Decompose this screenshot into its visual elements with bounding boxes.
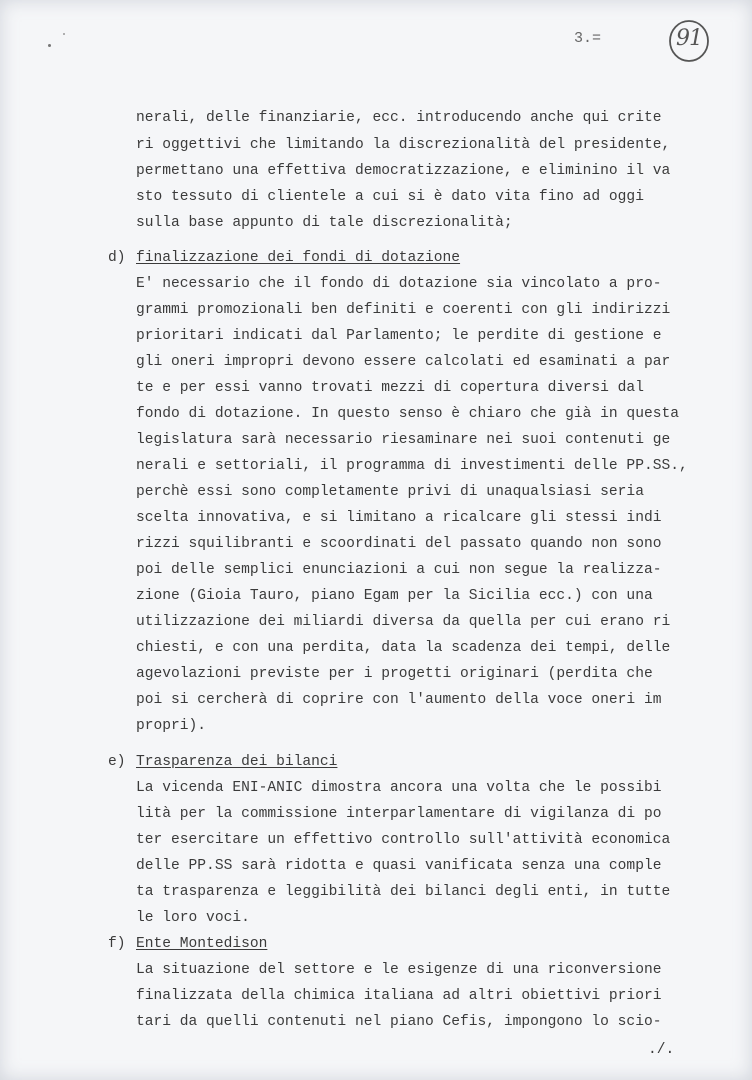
section-heading: finalizzazione dei fondi di dotazione xyxy=(136,250,461,266)
text-line: tari da quelli contenuti nel piano Cefis, impongono lo scio- xyxy=(136,1014,662,1030)
section-heading: Trasparenza dei bilanci xyxy=(136,754,338,770)
text-line: chiesti, e con una perdita, data la scadenza dei tempi, delle xyxy=(136,640,671,656)
text-line: utilizzazione dei miliardi diversa da quella per cui erano ri xyxy=(136,614,671,630)
text-line: delle PP.SS sarà ridotta e quasi vanificata senza una comple xyxy=(136,858,662,874)
text-line: ta trasparenza e leggibilità dei bilanci degli enti, in tutte xyxy=(136,884,671,900)
text-line: scelta innovativa, e si limitano a ricalcare gli stessi indi xyxy=(136,510,662,526)
text-line: propri). xyxy=(136,718,207,734)
text-line: lità per la commissione interparlamentare di vigilanza di po xyxy=(136,806,662,822)
speck-mark xyxy=(48,44,51,47)
text-line: grammi promozionali ben definiti e coerenti con gli indirizzi xyxy=(136,302,671,318)
text-line: ri oggettivi che limitando la discrezionalità del presidente, xyxy=(136,137,671,153)
text-line: fondo di dotazione. In questo senso è chiaro che già in questa xyxy=(136,406,679,422)
text-line: sulla base appunto di tale discrezionalità; xyxy=(136,215,513,231)
text-line: sto tessuto di clientele a cui si è dato vita fino ad oggi xyxy=(136,189,644,205)
text-line: gli oneri impropri devono essere calcolati ed esaminati a par xyxy=(136,354,671,370)
text-line: agevolazioni previste per i progetti originari (perdita che xyxy=(136,666,653,682)
section-marker: e) xyxy=(108,754,126,770)
text-line: rizzi squilibranti e scoordinati del passato quando non sono xyxy=(136,536,662,552)
text-line: nerali, delle finanziarie, ecc. introducendo anche qui crite xyxy=(136,110,662,126)
text-line: poi delle semplici enunciazioni a cui non segue la realizza- xyxy=(136,562,662,578)
text-line: nerali e settoriali, il programma di investimenti delle PP.SS., xyxy=(136,458,688,474)
text-line: legislatura sarà necessario riesaminare nei suoi contenuti ge xyxy=(136,432,671,448)
text-line: La situazione del settore e le esigenze di una riconversione xyxy=(136,962,662,978)
text-line: te e per essi vanno trovati mezzi di copertura diversi dal xyxy=(136,380,644,396)
section-marker: d) xyxy=(108,250,126,266)
text-line: ter esercitare un effettivo controllo sull'attività economica xyxy=(136,832,671,848)
section-marker: f) xyxy=(108,936,126,952)
stamp-number: 91 xyxy=(676,26,702,51)
text-line: La vicenda ENI-ANIC dimostra ancora una volta che le possibi xyxy=(136,780,662,796)
text-line: finalizzata della chimica italiana ad altri obiettivi priori xyxy=(136,988,662,1004)
text-line: E' necessario che il fondo di dotazione sia vincolato a pro- xyxy=(136,276,662,292)
text-line: le loro voci. xyxy=(136,910,250,926)
text-line: prioritari indicati dal Parlamento; le perdite di gestione e xyxy=(136,328,662,344)
text-line: permettano una effettiva democratizzazione, e eliminino il va xyxy=(136,163,671,179)
speck-mark xyxy=(63,33,65,35)
section-heading: Ente Montedison xyxy=(136,936,268,952)
text-line: perchè essi sono completamente privi di unaqualsiasi seria xyxy=(136,484,644,500)
page-number: 3.= xyxy=(574,30,602,47)
handwritten-page-stamp xyxy=(667,18,711,64)
continuation-mark: ./. xyxy=(648,1042,675,1058)
text-line: zione (Gioia Tauro, piano Egam per la Sicilia ecc.) con una xyxy=(136,588,653,604)
text-line: poi si cercherà di coprire con l'aumento della voce oneri im xyxy=(136,692,662,708)
